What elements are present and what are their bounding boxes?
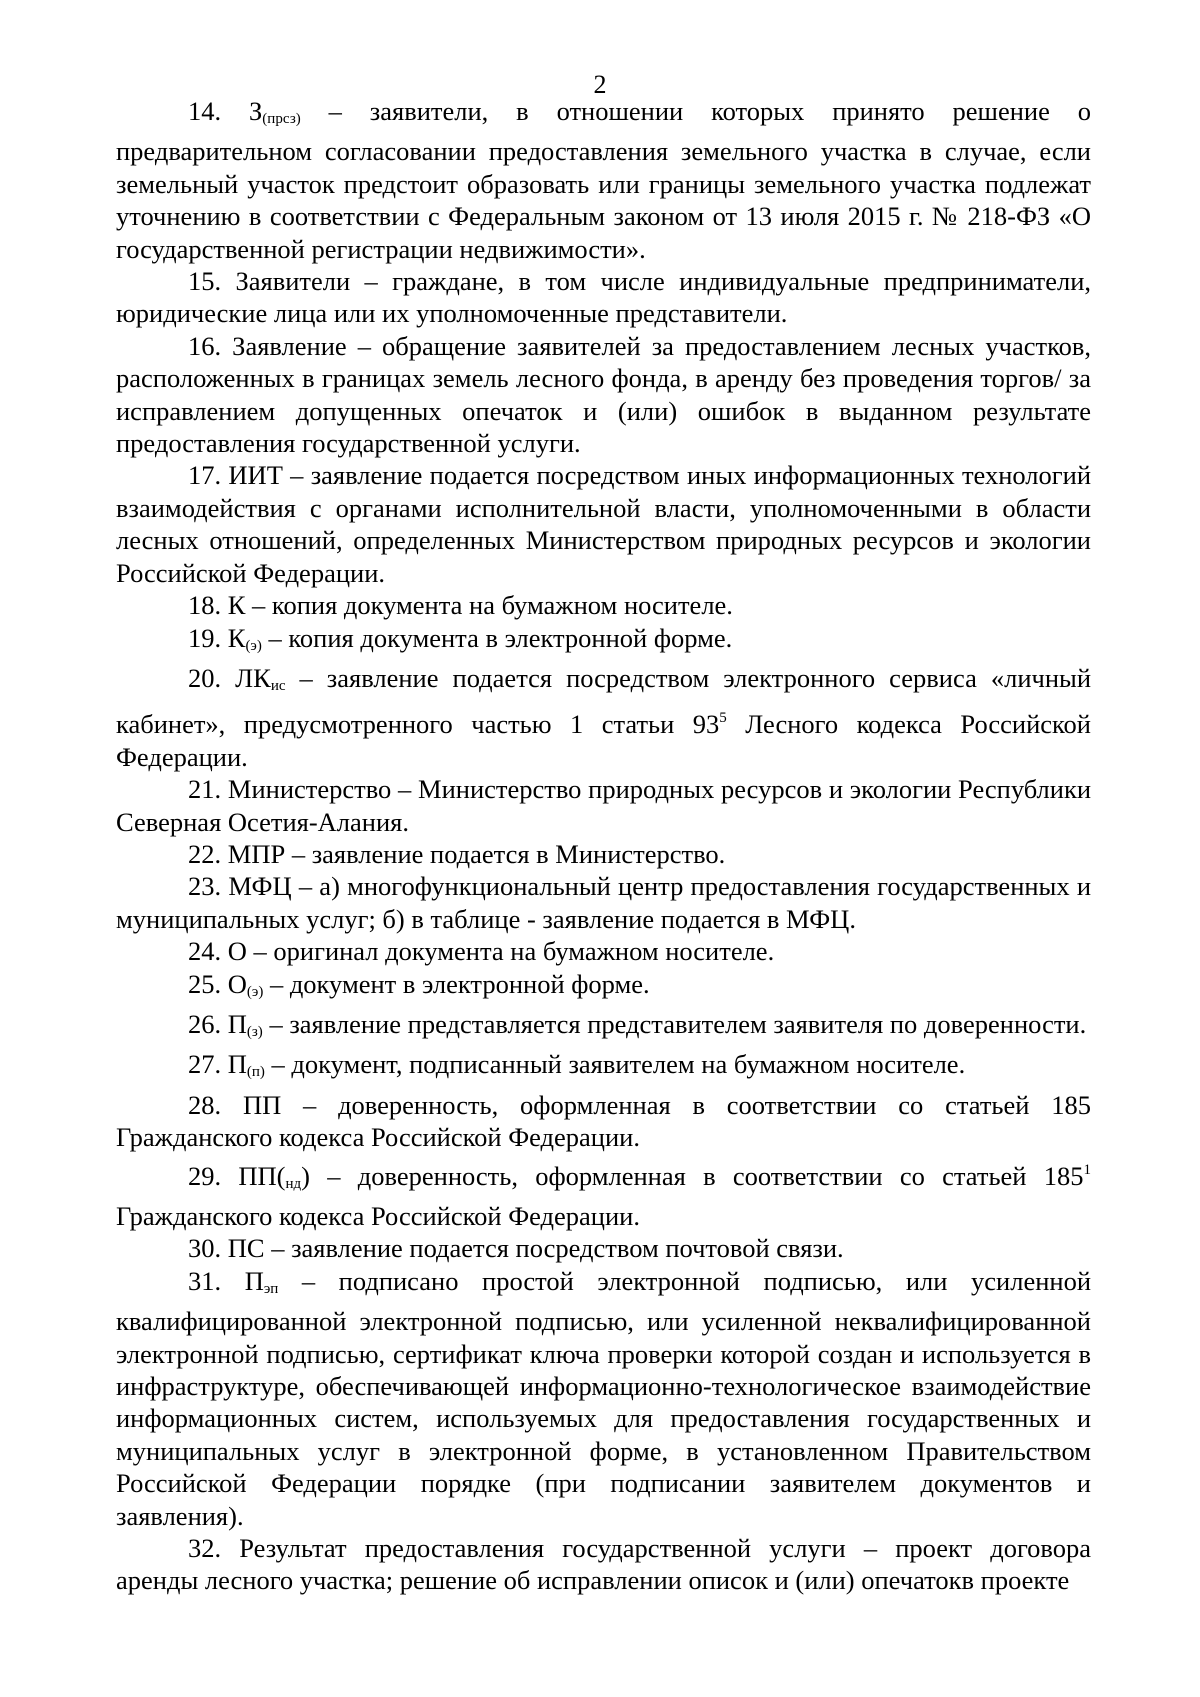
definition-paragraph [116, 773, 1091, 838]
paragraph-text: МПР – заявление подается в Министерство. [227, 838, 726, 869]
paragraph-number: 30. [188, 1233, 222, 1264]
paragraph-text: О – оригинал документа на бумажном носителе. [227, 936, 775, 967]
paragraph-number: 15. [188, 266, 222, 297]
paragraph-number: 27. [188, 1049, 222, 1080]
paragraph-text: – заявление подается посредством электронного сервиса «личный кабинет», предусмотренного частью 1 статьи 93 [116, 662, 1091, 740]
paragraph-text: – копия документа в электронной форме. [261, 622, 733, 653]
paragraph-text: П [227, 1049, 247, 1080]
definition-paragraph [116, 330, 1091, 460]
paragraph-number: 24. [188, 936, 222, 967]
definition-paragraph [116, 838, 1091, 870]
subscript: эп [263, 1280, 279, 1297]
paragraph-number: 17. [188, 460, 222, 491]
paragraph-number: 22. [188, 838, 222, 869]
definition-paragraph [116, 662, 1091, 773]
superscript: 5 [719, 710, 727, 727]
definition-paragraph [116, 459, 1091, 589]
definition-paragraph [116, 935, 1091, 967]
paragraph-number: 14. [188, 96, 222, 126]
paragraph-text: ) – доверенность, оформленная в соответствии со статьей 185 [301, 1160, 1084, 1191]
subscript: (прсз) [262, 111, 301, 127]
paragraph-text: Лесного кодекса Российской Федерации. [116, 709, 1091, 772]
definition-paragraph [116, 1232, 1091, 1264]
definition-paragraph [116, 1532, 1091, 1597]
paragraph-number: 21. [188, 774, 222, 805]
paragraph-number: 29. [188, 1160, 222, 1191]
subscript: (п) [246, 1064, 265, 1081]
subscript: ис [270, 677, 286, 694]
definition-paragraph [116, 1008, 1091, 1048]
paragraph-text: ЛК [235, 662, 271, 693]
paragraph-text: – заявители, в отношении которых принято решение о предварительном согласовании предоставления земельного участка в случае, если земельный участок предстоит образовать или границы земельного участка подлежат уточнению в соответствии с Федеральным законом от 13 июля 2015 г. № 218-ФЗ «О государственной регистрации недвижимости». [116, 96, 1091, 264]
paragraph-number: 26. [188, 1008, 222, 1039]
definition-paragraph [116, 870, 1091, 935]
document-body [116, 95, 1091, 1597]
definition-paragraph [116, 95, 1091, 265]
paragraph-text: К [227, 622, 246, 653]
paragraph-number: 19. [188, 622, 222, 653]
paragraph-text: Результат предоставления государственной услуги – проект договора аренды лесного участка; решение об исправлении описок и (или) опечатокв проекте [116, 1533, 1091, 1596]
paragraph-text: – подписано простой электронной подписью, или усиленной квалифицированной электронной подписью, или усиленной неквалифицированной электронной подписью, сертификат ключа проверки которой создан и используется в инфраструктуре, обеспечивающей информационно-технологическое взаимодействие информационных систем, используемых для предоставления государственных и муниципальных услуг в электронной форме, в установленном Правительством Российской Федерации порядке (при подписании заявителем документов и заявления). [116, 1265, 1091, 1531]
paragraph-text: Гражданского кодекса Российской Федерации. [116, 1201, 640, 1231]
definition-paragraph [116, 1265, 1091, 1532]
paragraph-text: Министерство – Министерство природных ресурсов и экологии Республики Северная Осетия-Алания. [116, 774, 1092, 837]
definition-paragraph [116, 1048, 1091, 1088]
definition-paragraph [116, 1089, 1091, 1154]
paragraph-text: – документ, подписанный заявителем на бумажном носителе. [264, 1049, 966, 1080]
paragraph-text: Заявление – обращение заявителей за предоставлением лесных участков, расположенных в границах земель лесного фонда, в аренду без проведения торгов/ за исправлением допущенных опечаток и (или) ошибок в выданном результате предоставления государственной услуги. [116, 330, 1091, 459]
paragraph-number: 25. [188, 968, 222, 999]
definition-paragraph [116, 589, 1091, 621]
paragraph-text: ИИТ – заявление подается посредством иных информационных технологий взаимодействия с органами исполнительной власти, уполномоченными в области лесных отношений, определенных Министерством природных ресурсов и экологии Российской Федерации. [116, 460, 1092, 588]
subscript: (з) [246, 1023, 263, 1040]
paragraph-number: 23. [188, 871, 222, 902]
definition-paragraph [116, 265, 1091, 330]
paragraph-number: 16. [188, 330, 222, 361]
paragraph-text: П [244, 1265, 264, 1296]
definition-paragraph [116, 622, 1091, 662]
paragraph-number: 28. [188, 1089, 222, 1120]
paragraph-text: ПС – заявление подается посредством почтовой связи. [227, 1233, 844, 1264]
subscript: нд [285, 1175, 302, 1192]
paragraph-text: З [249, 96, 263, 126]
paragraph-text: П [227, 1008, 247, 1039]
paragraph-text: ПП( [238, 1160, 286, 1191]
paragraph-text: – заявление представляется представителем заявителя по доверенности. [262, 1008, 1087, 1039]
paragraph-text: МФЦ – а) многофункциональный центр предоставления государственных и муниципальных услуг; б) в таблице - заявление подается в МФЦ. [116, 871, 1092, 934]
paragraph-text: К – копия документа на бумажном носителе. [227, 590, 733, 621]
paragraph-number: 18. [188, 590, 222, 621]
definition-paragraph [116, 968, 1091, 1008]
paragraph-number: 20. [188, 662, 222, 693]
paragraph-text: ПП – доверенность, оформленная в соответствии со статьей 185 Гражданского кодекса Российской Федерации. [116, 1089, 1092, 1153]
paragraph-text: О [227, 968, 247, 999]
paragraph-text: Заявители – граждане, в том числе индивидуальные предприниматели, юридические лица или их уполномоченные представители. [116, 266, 1091, 329]
subscript: (э) [246, 983, 264, 1000]
paragraph-number: 31. [188, 1265, 222, 1296]
superscript: 1 [1083, 1161, 1091, 1178]
subscript: (э) [245, 637, 262, 654]
page-number: 2 [593, 70, 607, 99]
definition-paragraph [116, 1154, 1091, 1233]
paragraph-number: 32. [188, 1533, 222, 1564]
paragraph-text: – документ в электронной форме. [263, 968, 650, 999]
